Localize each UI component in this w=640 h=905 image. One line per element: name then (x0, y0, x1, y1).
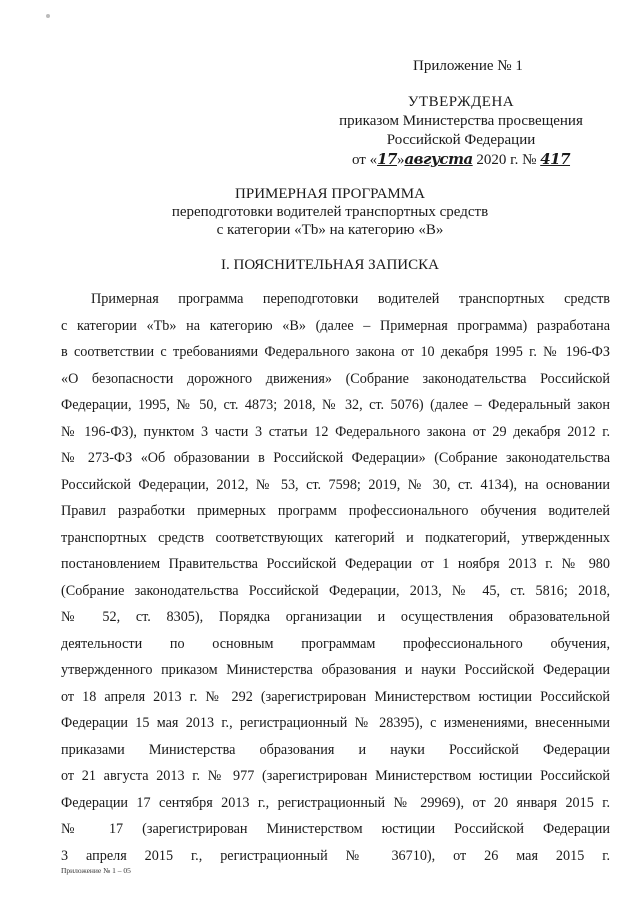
body-line: Федерации, 1995, № 50, ст. 4873; 2018, № 32, ст. 5076) (далее – Федеральный закон (61, 397, 610, 413)
body-line: с категории «Tb» на категорию «B» (далее – Примерная программа) разработана (61, 317, 610, 334)
body-line: № 17 (зарегистрирован Министерством юстиции Российской Федерации (61, 821, 610, 837)
body-line: транспортных средств соответствующих категорий и подкатегорий, утвержденных (61, 529, 610, 546)
body-line: № 273-ФЗ «Об образовании в Российской Федерации» (Собрание законодательства (61, 450, 610, 466)
body-line: № 196-ФЗ), пунктом 3 части 3 статьи 12 Федерального закона от 29 декабря 2012 г. (61, 423, 610, 440)
quote-close: » (396, 152, 405, 168)
body-line: 3 апреля 2015 г., регистрационный № 36710), от 26 мая 2015 г. (61, 847, 610, 864)
body-line: Примерная программа переподготовки водителей транспортных средств (91, 291, 610, 307)
body-line: Правил разработки примерных программ профессионального обучения водителей (61, 503, 610, 519)
appendix-label: Приложение № 1 (413, 58, 523, 74)
approved-heading: УТВЕРЖДЕНА (407, 94, 515, 110)
footer-code: Приложение № 1 – 05 (61, 866, 131, 875)
body-line: постановлением Правительства Российской Федерации от 1 ноября 2013 г. № 980 (61, 556, 610, 572)
body-line: приказами Министерства образования и науки Российской Федерации (61, 741, 610, 758)
approval-org: Российской Федерации (386, 132, 536, 148)
body-line: Российской Федерации, 2012, № 53, ст. 7598; 2019, № 30, ст. 4134), на основании (61, 476, 610, 493)
body-line: деятельности по основным программам профессионального обучения, (61, 635, 610, 652)
body-line: от 21 августа 2013 г. № 977 (зарегистрирован Министерством юстиции Российской (61, 768, 610, 784)
body-line: (Собрание законодательства Российской Федерации, 2013, № 45, ст. 5816; 2018, (61, 582, 610, 599)
year-text: 2020 г. № (476, 152, 537, 168)
scan-speck (46, 14, 50, 18)
approval-date-line (330, 150, 592, 170)
body-line: утвержденного приказом Министерства образования и науки Российской Федерации (61, 662, 610, 678)
title-line-2: переподготовки водителей транспортных средств (171, 204, 489, 220)
body-line: «О безопасности дорожного движения» (Собрание законодательства Российской (61, 370, 610, 387)
program-title (60, 185, 600, 239)
date-prefix: от « (351, 152, 378, 168)
approval-block (330, 93, 592, 170)
body-line: Федерации 15 мая 2013 г., регистрационный № 28395), с изменениями, внесенными (61, 715, 610, 731)
body-paragraph (61, 286, 610, 869)
handwritten-day: 17 (377, 150, 397, 168)
handwritten-month: августа (404, 150, 473, 168)
body-line: № 52, ст. 8305), Порядка организации и осуществления образовательной (61, 609, 610, 625)
title-line-3: с категории «Tb» на категорию «B» (216, 222, 444, 238)
handwritten-order-number: 417 (540, 150, 571, 168)
title-main: ПРИМЕРНАЯ ПРОГРАММА (235, 186, 425, 202)
body-line: в соответствии с требованиями Федерального закона от 10 декабря 1995 г. № 196-ФЗ (61, 344, 610, 360)
body-line: от 18 апреля 2013 г. № 292 (зарегистрирован Министерством юстиции Российской (61, 688, 610, 705)
section-heading: I. ПОЯСНИТЕЛЬНАЯ ЗАПИСКА (221, 257, 439, 273)
approval-by-line: приказом Министерства просвещения (339, 113, 583, 129)
body-line: Федерации 17 сентября 2013 г., регистрационный № 29969), от 20 января 2015 г. (61, 794, 610, 811)
